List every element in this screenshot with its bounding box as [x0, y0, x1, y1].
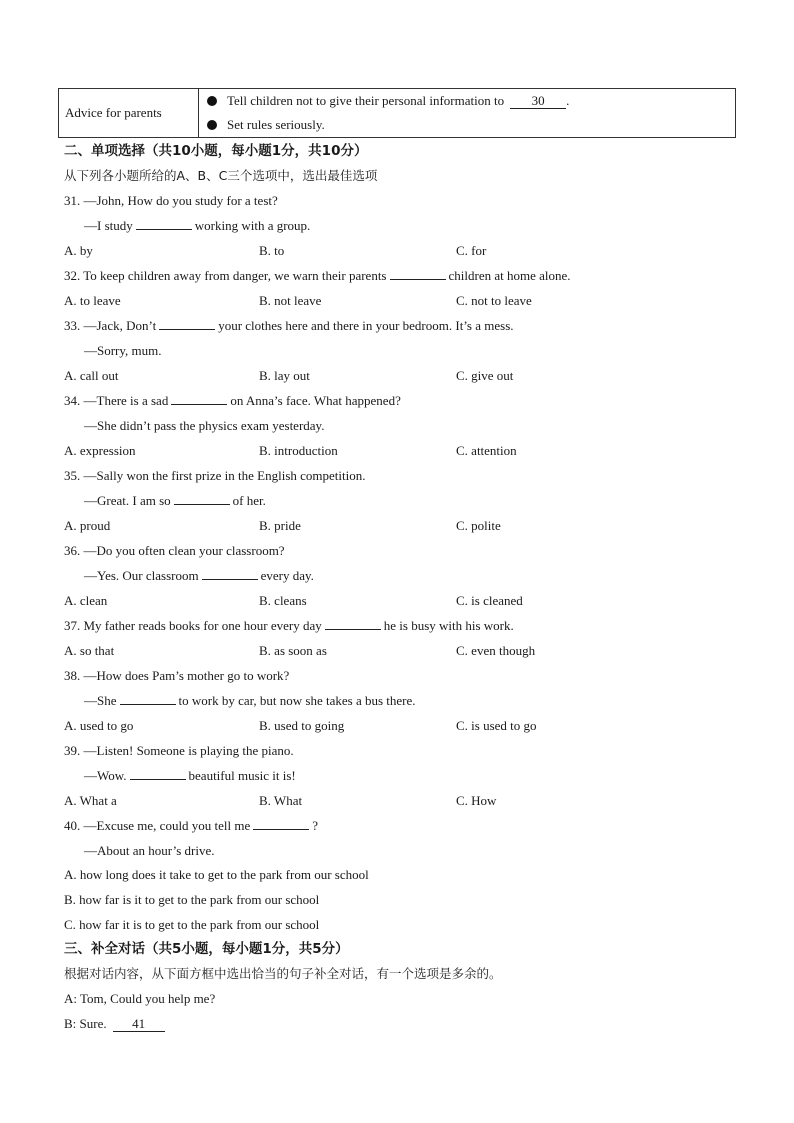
question-37: 37. My father reads books for one hour every day he is busy with his work. [64, 618, 514, 633]
question-33-reply: —Sorry, mum. [84, 343, 162, 358]
option-38-a: A. used to go [64, 718, 134, 733]
question-38-reply: —She to work by car, but now she takes a bus there. [84, 693, 416, 708]
option-31-a: A. by [64, 243, 93, 258]
option-33-c: C. give out [456, 368, 514, 383]
option-38-c: C. is used to go [456, 718, 537, 733]
bullet-icon [207, 120, 217, 130]
question-39: 39. —Listen! Someone is playing the piano. [64, 743, 294, 758]
option-40-c: C. how far it is to get to the park from our school [64, 917, 320, 932]
option-36-c: C. is cleaned [456, 593, 523, 608]
option-31-c: C. for [456, 243, 487, 258]
option-34-b: B. introduction [259, 443, 338, 458]
question-35-reply: —Great. I am so of her. [84, 493, 266, 508]
option-39-c: C. How [456, 793, 497, 808]
question-34-reply: —She didn’t pass the physics exam yesterday. [84, 418, 325, 433]
option-32-a: A. to leave [64, 293, 121, 308]
option-35-c: C. polite [456, 518, 501, 533]
advice-bullet-1 [207, 93, 569, 109]
option-35-b: B. pride [259, 518, 301, 533]
option-39-b: B. What [259, 793, 303, 808]
advice-bullet-1-end: . [566, 93, 570, 108]
bullet-icon [207, 96, 217, 106]
advice-content [199, 89, 735, 137]
question-32: 32. To keep children away from danger, we warn their parents children at home alone. [64, 268, 571, 283]
question-36-reply: —Yes. Our classroom every day. [84, 568, 314, 583]
option-34-c: C. attention [456, 443, 517, 458]
answer-blank-30: 30 [510, 94, 566, 109]
option-37-a: A. so that [64, 643, 115, 658]
option-32-b: B. not leave [259, 293, 322, 308]
question-31: 31. —John, How do you study for a test? [64, 193, 278, 208]
answer-blank-41: 41 [113, 1017, 165, 1032]
question-40: 40. —Excuse me, could you tell me ? [64, 818, 319, 833]
dialogue-line-b: B: Sure. 41 [64, 1016, 165, 1032]
question-33: 33. —Jack, Don’t your clothes here and there in your bedroom. It’s a mess. [64, 318, 514, 333]
question-40-reply: —About an hour’s drive. [84, 843, 215, 858]
option-33-a: A. call out [64, 368, 119, 383]
section-2-instruction: 从下列各小题所给的A、B、C三个选项中，选出最佳选项 [64, 168, 378, 183]
question-39-reply: —Wow. beautiful music it is! [84, 768, 296, 783]
option-37-b: B. as soon as [259, 643, 327, 658]
option-37-c: C. even though [456, 643, 536, 658]
option-36-b: B. cleans [259, 593, 307, 608]
question-34: 34. —There is a sad on Anna’s face. What happened? [64, 393, 401, 408]
advice-bullet-2-text: Set rules seriously. [227, 117, 325, 132]
question-36: 36. —Do you often clean your classroom? [64, 543, 285, 558]
option-39-a: A. What a [64, 793, 117, 808]
advice-bullet-1-text: Tell children not to give their personal information to [227, 93, 505, 108]
option-35-a: A. proud [64, 518, 111, 533]
option-32-c: C. not to leave [456, 293, 532, 308]
section-2-title: 二、单项选择（共10小题，每小题1分，共10分） [64, 143, 368, 159]
option-38-b: B. used to going [259, 718, 345, 733]
dialogue-line-a: A: Tom, Could you help me? [64, 991, 216, 1006]
section-3-instruction: 根据对话内容，从下面方框中选出恰当的句子补全对话，有一个选项是多余的。 [64, 966, 502, 981]
option-33-b: B. lay out [259, 368, 310, 383]
option-40-b: B. how far is it to get to the park from our school [64, 892, 320, 907]
question-38: 38. —How does Pam’s mother go to work? [64, 668, 290, 683]
advice-label: Advice for parents [59, 89, 199, 137]
section-3-title: 三、补全对话（共5小题，每小题1分，共5分） [64, 941, 349, 957]
option-36-a: A. clean [64, 593, 108, 608]
option-31-b: B. to [259, 243, 285, 258]
option-40-a: A. how long does it take to get to the park from our school [64, 867, 369, 882]
advice-table [58, 88, 736, 138]
option-34-a: A. expression [64, 443, 136, 458]
question-31-reply: —I study working with a group. [84, 218, 311, 233]
advice-bullet-2 [207, 117, 325, 133]
question-35: 35. —Sally won the first prize in the English competition. [64, 468, 366, 483]
